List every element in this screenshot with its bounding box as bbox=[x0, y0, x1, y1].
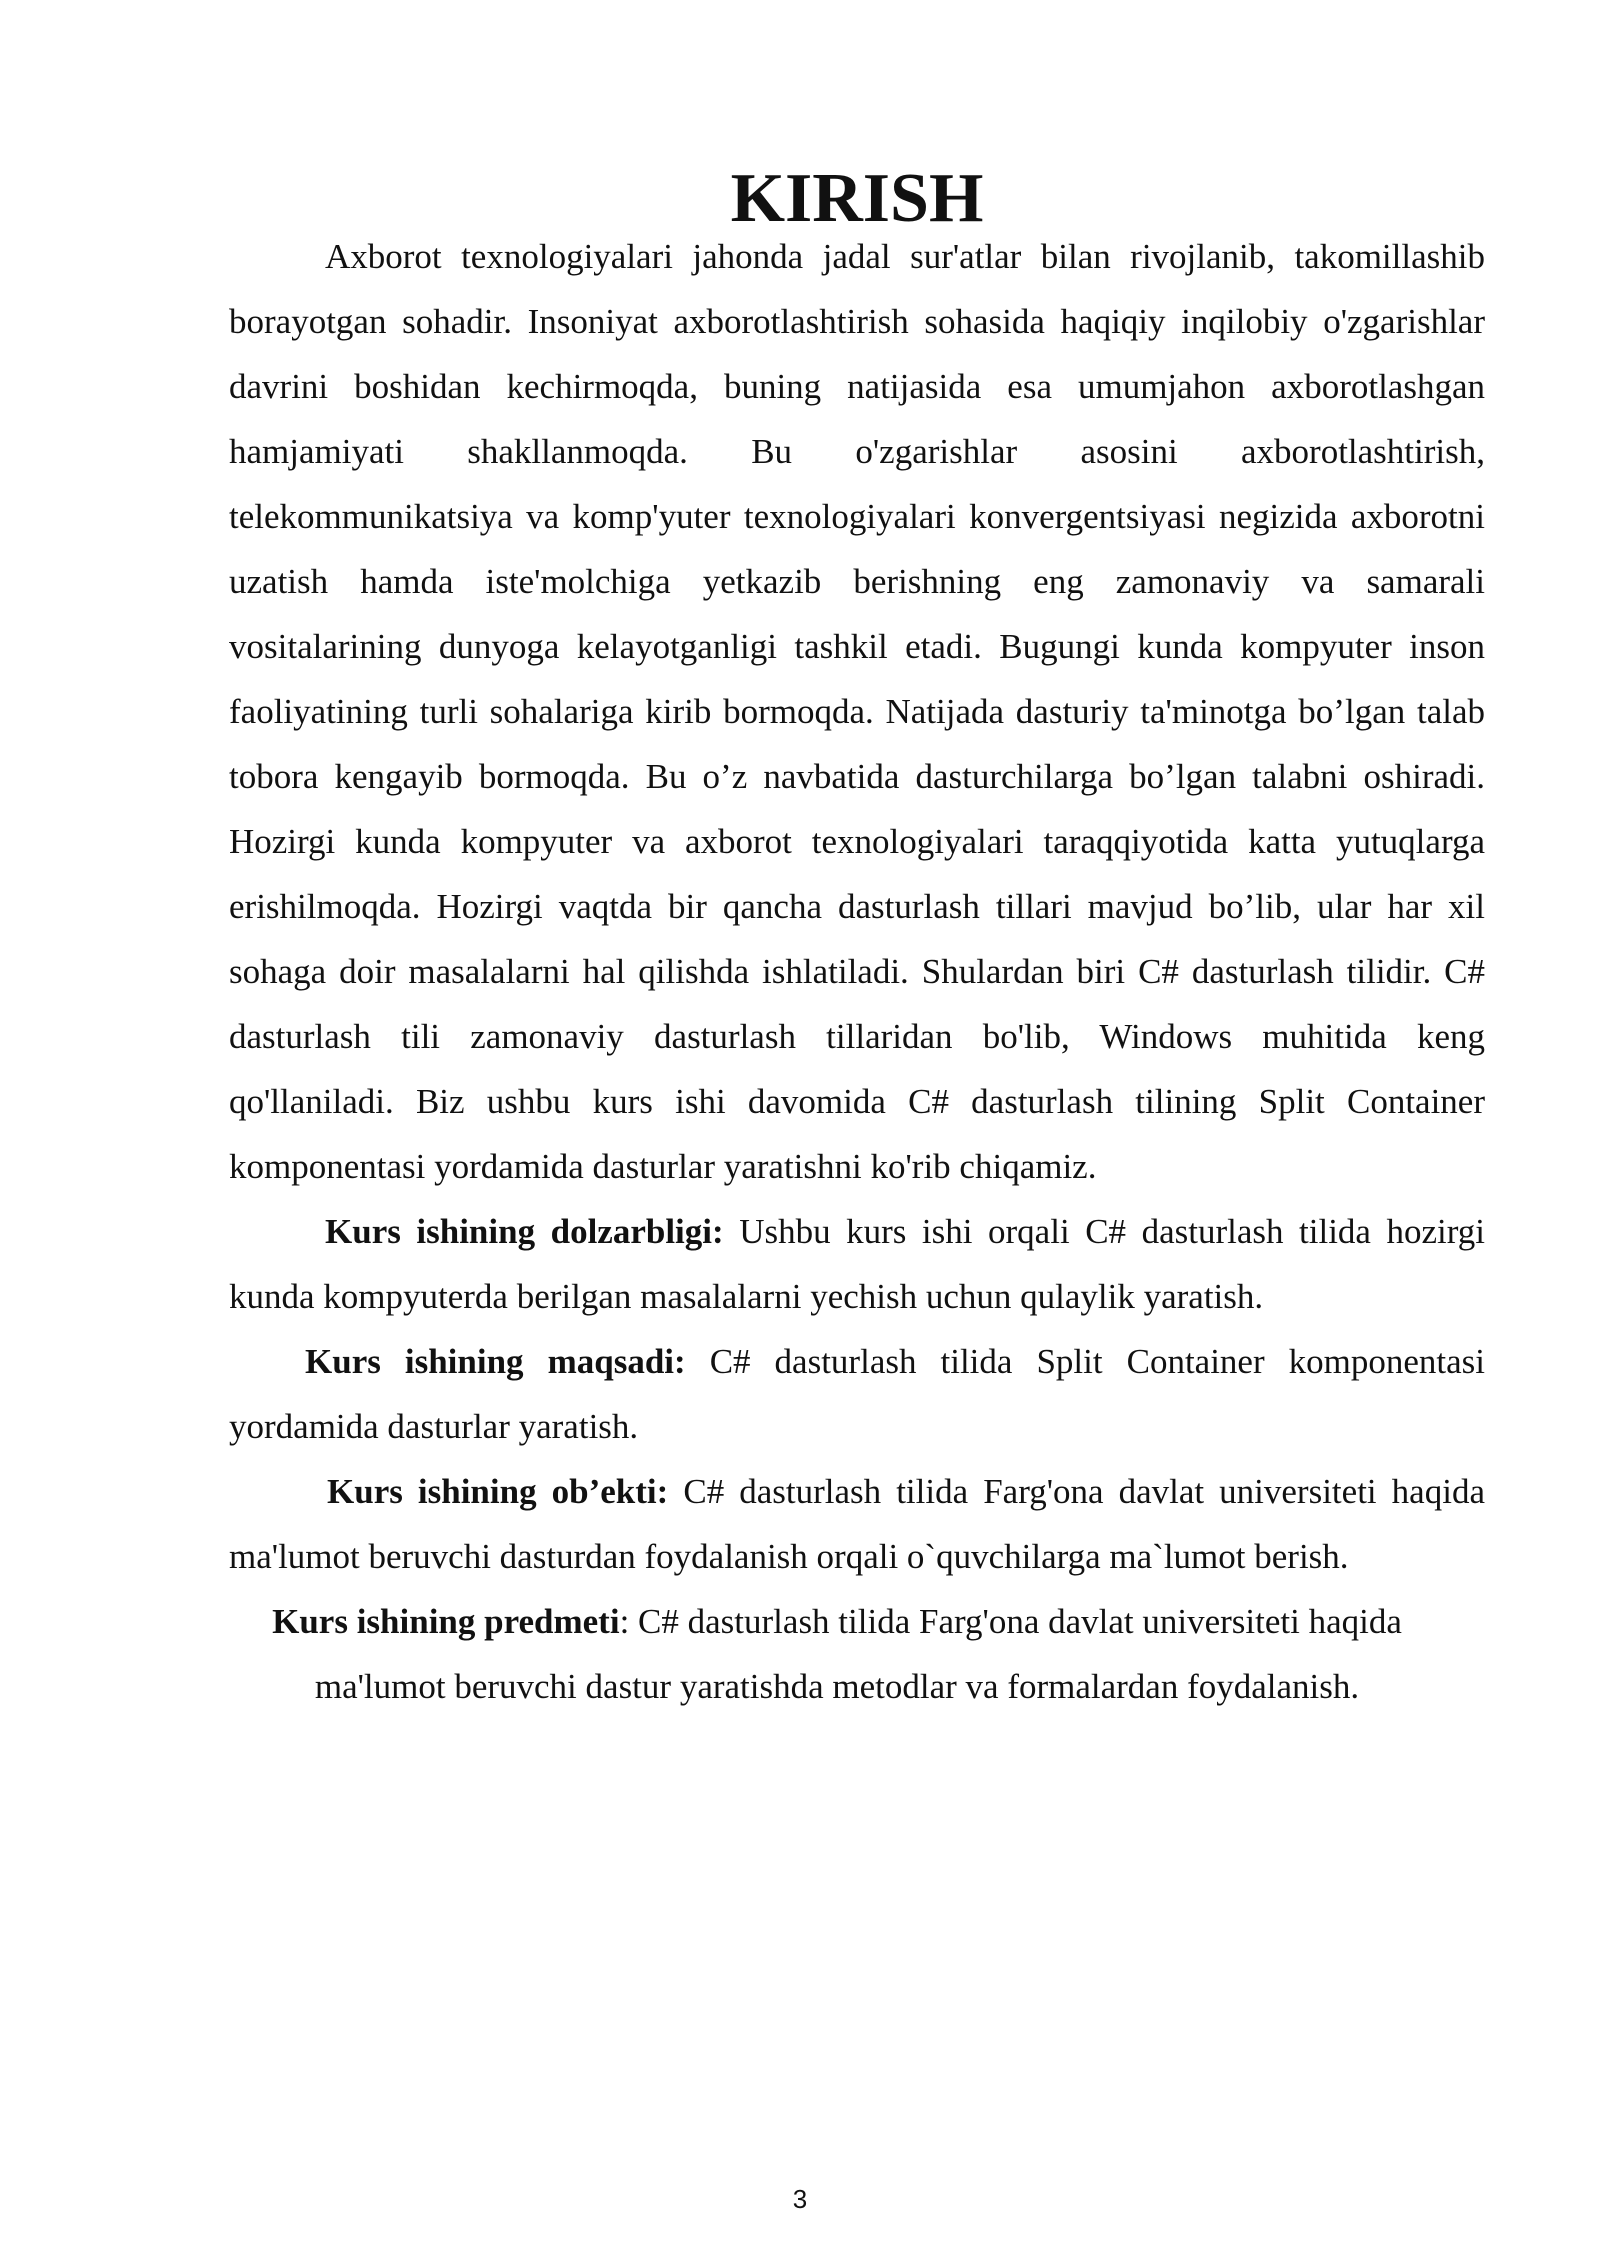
dolzarbligi-paragraph bbox=[229, 1199, 1485, 1329]
page-title: KIRISH bbox=[730, 160, 984, 237]
intro-paragraph: Axborot texnologiyalari jahonda jadal sur'atlar bilan rivojlanib, takomillashib borayotgan sohadir. Insoniyat axborotlashtirish sohasida haqiqiy inqilobiy o'zgarishlar davrini boshidan kechirmoqda, buning natijasida esa umumjahon axborotlashgan hamjamiyati shakllanmoqda. Bu o'zgarishlar asosini axborotlashtirish, telekommunikatsiya va komp'yuter texnologiyalari konvergentsiyasi negizida axborotni uzatish hamda iste'molchiga yetkazib berishning eng zamonaviy va samarali vositalarining dunyoga kelayotganligi tashkil etadi. Bugungi kunda kompyuter inson faoliyatining turli sohalariga kirib bormoqda. Natijada dasturiy ta'minotga bo’lgan talab tobora kengayib bormoqda. Bu o’z navbatida dasturchilarga bo’lgan talabni oshiradi. Hozirgi kunda kompyuter va axborot texnologiyalari taraqqiyotida katta yutuqlarga erishilmoqda. Hozirgi vaqtda bir qancha dasturlash tillari mavjud bo’lib, ular har xil sohaga doir masalalarni hal qilishda ishlatiladi. Shulardan biri C# dasturlash tilidir. C# dasturlash tili zamonaviy dasturlash tillaridan bo'lib, Windows muhitida keng qo'llaniladi. Biz ushbu kurs ishi davomida C# dasturlash tilining Split Container komponentasi yordamida dasturlar yaratishni ko'rib chiqamiz. bbox=[229, 237, 1485, 1186]
page-number: 3 bbox=[792, 2184, 808, 2214]
predmeti-label: Kurs ishining predmeti bbox=[272, 1602, 620, 1641]
dolzarbligi-text: Ushbu kurs ishi orqali C# dasturlash tilida hozirgi kunda kompyuterda berilgan masalalarni yechish uchun qulaylik yaratish. bbox=[229, 1212, 1485, 1316]
maqsadi-paragraph bbox=[229, 1329, 1485, 1459]
predmeti-text: : C# dasturlash tilida Farg'ona davlat universiteti haqida ma'lumot beruvchi dastur yaratishda metodlar va formalardan foydalanish. bbox=[314, 1602, 1402, 1706]
dolzarbligi-label: Kurs ishining dolzarbligi: bbox=[325, 1212, 724, 1251]
obekti-paragraph bbox=[229, 1459, 1485, 1589]
predmeti-paragraph bbox=[209, 1589, 1465, 1719]
maqsadi-label: Kurs ishining maqsadi: bbox=[305, 1342, 686, 1381]
maqsadi-text: C# dasturlash tilida Split Container komponentasi yordamida dasturlar yaratish. bbox=[229, 1342, 1485, 1446]
obekti-text: C# dasturlash tilida Farg'ona davlat universiteti haqida ma'lumot beruvchi dasturdan foydalanish orqali o`quvchilarga ma`lumot berish. bbox=[229, 1472, 1485, 1576]
obekti-label: Kurs ishining ob’ekti: bbox=[327, 1472, 669, 1511]
page-content bbox=[229, 160, 1485, 1719]
